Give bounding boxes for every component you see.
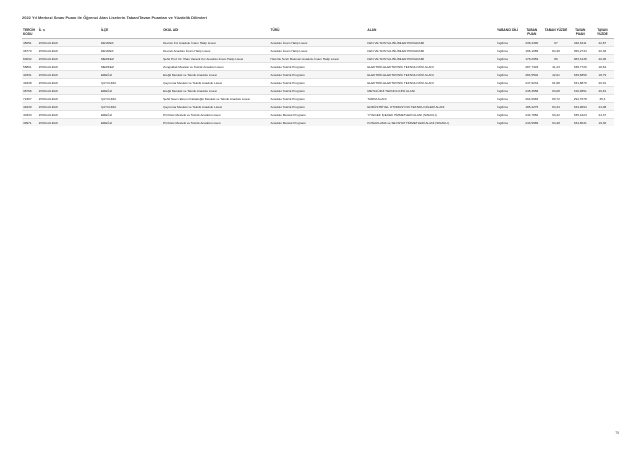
ilce-cell: DEVREK bbox=[100, 47, 162, 55]
ilce-cell: DEVREK bbox=[100, 39, 162, 47]
ilce-cell: ÇAYCUMA bbox=[100, 95, 162, 103]
col-header-label: TAVAN YÜZDE bbox=[596, 28, 608, 36]
taban-puan-cell: 247,9234 bbox=[521, 79, 542, 87]
tercih-kodu-cell: 60032 bbox=[22, 55, 38, 63]
table-row[interactable] bbox=[22, 47, 614, 55]
col-header-label: TERCİH KODU bbox=[23, 28, 35, 36]
taban-puan-cell: 196,1089 bbox=[521, 47, 542, 55]
tavan-yuzde-cell: 20,36 bbox=[591, 47, 614, 55]
alan-cell: YİYECEK İÇECEK HİZMETLERİ ALANI (SINAVLI) bbox=[366, 111, 496, 119]
col-header-label: TÜRÜ bbox=[270, 28, 280, 32]
tavan-yuzde-cell: 22,87 bbox=[591, 39, 614, 47]
col-header-label: İLÇE bbox=[100, 28, 109, 32]
okul-adi-cell: Ereğli Mesleki ve Teknik Anadolu Lisesi bbox=[162, 71, 269, 79]
tavan-puan-cell: 331,8879 bbox=[570, 79, 591, 87]
turu-cell: Anadolu Teknik Programı bbox=[270, 79, 367, 87]
taban-yuzde-cell: 80,72 bbox=[542, 95, 569, 103]
il-cell: ZONGULDAK bbox=[38, 71, 100, 79]
tavan-yuzde-cell: 26,81 bbox=[591, 87, 614, 95]
tercih-kodu-cell: 38796 bbox=[22, 87, 38, 95]
tavan-puan-cell: 338,7726 bbox=[570, 63, 591, 71]
table-row[interactable] bbox=[22, 79, 614, 87]
alan-cell: TARIM ALANI bbox=[366, 95, 496, 103]
taban-puan-cell: 244,7882 bbox=[521, 111, 542, 119]
ilce-cell: EREĞLİ bbox=[100, 71, 162, 79]
taban-yuzde-cell: 63,08 bbox=[542, 87, 569, 95]
col-header-label: TABAN YÜZDE bbox=[544, 28, 568, 32]
ilce-cell: MERKEZ bbox=[100, 63, 162, 71]
alan-cell: FEN VE SOSYAL BİLİMLER PROGRAMI bbox=[366, 47, 496, 55]
il-cell: ZONGULDAK bbox=[38, 63, 100, 71]
okul-adi-cell: Şehit Prof. Dr. İlhan Varank Kız Anadolu İmam Hatip Lisesi bbox=[162, 55, 269, 63]
table-header-row bbox=[22, 27, 614, 39]
col-header-tavan-yuzde[interactable] bbox=[591, 27, 614, 39]
il-cell: ZONGULDAK bbox=[38, 47, 100, 55]
ilce-cell: MERKEZ bbox=[100, 55, 162, 63]
tercih-kodu-cell: 58801 bbox=[22, 63, 38, 71]
page-number: 75 bbox=[615, 431, 619, 435]
okul-adi-cell: Devrek Kız Anadolu İmam Hatip Lisesi bbox=[162, 39, 269, 47]
tavan-yuzde-cell: 35,3 bbox=[591, 95, 614, 103]
tavan-yuzde-cell: 20,91 bbox=[591, 79, 614, 87]
tavan-puan-cell: 350,2734 bbox=[570, 47, 591, 55]
taban-yuzde-cell: 41,23 bbox=[542, 63, 569, 71]
col-header-turu[interactable] bbox=[270, 27, 367, 39]
turu-cell: Anadolu Teknik Programı bbox=[270, 103, 367, 111]
taban-yuzde-cell: 42,61 bbox=[542, 71, 569, 79]
col-header-yabanci-dili[interactable] bbox=[496, 27, 521, 39]
col-header-okul-adi[interactable] bbox=[162, 27, 269, 39]
okul-adi-cell: Çaycuma Mesleki ve Teknik Anadolu Lisesi bbox=[162, 103, 269, 111]
taban-yuzde-cell: 61,88 bbox=[542, 79, 569, 87]
tavan-yuzde-cell: 19,30 bbox=[591, 119, 614, 127]
col-header-taban-puan[interactable] bbox=[521, 27, 542, 39]
ilce-cell: ÇAYCUMA bbox=[100, 103, 162, 111]
tavan-puan-cell: 383,3138 bbox=[570, 55, 591, 63]
turu-cell: Anadolu Meslek Programı bbox=[270, 119, 367, 127]
yabanci-dili-cell: İngilizce bbox=[496, 71, 521, 79]
table-row[interactable] bbox=[22, 63, 614, 71]
col-header-label: TAVAN PUAN bbox=[575, 28, 586, 36]
table-row[interactable] bbox=[22, 87, 614, 95]
taban-yuzde-cell: 84,46 bbox=[542, 47, 569, 55]
alan-cell: ENDÜSTRİYEL OTOMASYON TEKNOLOJİLERİ ALANI bbox=[366, 103, 496, 111]
tercih-kodu-cell: 49438 bbox=[22, 79, 38, 87]
col-header-ilce[interactable] bbox=[100, 27, 162, 39]
table-row[interactable] bbox=[22, 119, 614, 127]
yabanci-dili-cell: İngilizce bbox=[496, 87, 521, 95]
yabanci-dili-cell: İngilizce bbox=[496, 79, 521, 87]
table-row[interactable] bbox=[22, 95, 614, 103]
table-row[interactable] bbox=[22, 71, 614, 79]
tercih-kodu-cell: 72307 bbox=[22, 95, 38, 103]
tavan-puan-cell: 335,4424 bbox=[570, 111, 591, 119]
il-cell: ZONGULDAK bbox=[38, 79, 100, 87]
yabanci-dili-cell: İngilizce bbox=[496, 119, 521, 127]
il-cell: ZONGULDAK bbox=[38, 103, 100, 111]
taban-puan-cell: 178,2959 bbox=[521, 55, 542, 63]
col-header-alan[interactable] bbox=[366, 27, 496, 39]
school-scores-table bbox=[22, 27, 614, 126]
col-header-tercih-kodu[interactable] bbox=[22, 27, 38, 39]
yabanci-dili-cell: İngilizce bbox=[496, 55, 521, 63]
taban-puan-cell: 284,5502 bbox=[521, 71, 542, 79]
turu-cell: Anadolu Teknik Programı bbox=[270, 63, 367, 71]
table-row[interactable] bbox=[22, 103, 614, 111]
alan-cell: ELEKTRİK-ELEKTRONİK TEKNOLOJİSİ ALANI bbox=[366, 71, 496, 79]
tavan-yuzde-cell: 20,06 bbox=[591, 55, 614, 63]
okul-adi-cell: Piri Reis Mesleki ve Teknik Anadolu Lisesi bbox=[162, 111, 269, 119]
col-header-label: TABAN PUAN bbox=[526, 28, 538, 36]
il-cell: ZONGULDAK bbox=[38, 119, 100, 127]
sort-arrows-icon[interactable]: ⇅ bbox=[42, 28, 46, 32]
col-header-taban-yuzde[interactable] bbox=[542, 27, 569, 39]
tercih-kodu-cell: 45051 bbox=[22, 39, 38, 47]
table-row[interactable] bbox=[22, 111, 614, 119]
turu-cell: Hazırlık Sınıfı Bulunan Anadolu İmam Hatip Lisesi bbox=[270, 55, 367, 63]
okul-adi-cell: Şehit Savcı Ekrem Kabakoğlu Mesleki ve Teknik Anadolu Lisesi bbox=[162, 95, 269, 103]
turu-cell: Anadolu Meslek Programı bbox=[270, 111, 367, 119]
tercih-kodu-cell: 49430 bbox=[22, 103, 38, 111]
il-cell: ZONGULDAK bbox=[38, 87, 100, 95]
taban-yuzde-cell: 86 bbox=[542, 55, 569, 63]
taban-puan-cell: 185,4275 bbox=[521, 103, 542, 111]
taban-puan-cell: 238,4390 bbox=[521, 39, 542, 47]
taban-yuzde-cell: 63,42 bbox=[542, 111, 569, 119]
taban-yuzde-cell: 84,34 bbox=[542, 103, 569, 111]
col-header-il[interactable] bbox=[38, 27, 100, 39]
tavan-puan-cell: 340,6411 bbox=[570, 39, 591, 47]
tavan-yuzde-cell: 24,08 bbox=[591, 103, 614, 111]
il-cell: ZONGULDAK bbox=[38, 95, 100, 103]
turu-cell: Anadolu İmam Hatip Lisesi bbox=[270, 47, 367, 55]
taban-puan-cell: 243,5989 bbox=[521, 119, 542, 127]
taban-yuzde-cell: 64,48 bbox=[542, 119, 569, 127]
taban-yuzde-cell: 67 bbox=[542, 39, 569, 47]
tavan-puan-cell: 334,8031 bbox=[570, 119, 591, 127]
tercih-kodu-cell: 49971 bbox=[22, 119, 38, 127]
table-row[interactable] bbox=[22, 39, 614, 47]
turu-cell: Anadolu Teknik Programı bbox=[270, 95, 367, 103]
tavan-puan-cell: 294,7678 bbox=[570, 95, 591, 103]
table-row[interactable] bbox=[22, 55, 614, 63]
page-title: 2022 Yıl Merkezi Sınav Puanı ile Öğrenci Alan Liselerin Taban/Tavan Puanları ve Yüzdelik Dilimleri bbox=[22, 15, 207, 20]
turu-cell: Anadolu Teknik Programı bbox=[270, 87, 367, 95]
col-header-label: YABANCI DİLİ bbox=[496, 28, 519, 32]
il-cell: ZONGULDAK bbox=[38, 111, 100, 119]
alan-cell: KONAKLAMA ve SEYAHAT HİZMETLERİ ALANI (SINAVLI) bbox=[366, 119, 496, 127]
yabanci-dili-cell: İngilizce bbox=[496, 47, 521, 55]
col-header-label: İL bbox=[38, 28, 42, 32]
tercih-kodu-cell: 38770 bbox=[22, 47, 38, 55]
yabanci-dili-cell: İngilizce bbox=[496, 95, 521, 103]
il-cell: ZONGULDAK bbox=[38, 39, 100, 47]
yabanci-dili-cell: İngilizce bbox=[496, 39, 521, 47]
okul-adi-cell: Zonguldak Mesleki ve Teknik Anadolu Lisesi bbox=[162, 63, 269, 71]
okul-adi-cell: Devrek Anadolu İmam Hatip Lisesi bbox=[162, 47, 269, 55]
alan-cell: METALÜRJİ TEKNOLOJİSİ ALANI bbox=[366, 87, 496, 95]
tavan-yuzde-cell: 24,37 bbox=[591, 111, 614, 119]
alan-cell: ELEKTRİK-ELEKTRONİK TEKNOLOJİSİ ALANI bbox=[366, 79, 496, 87]
yabanci-dili-cell: İngilizce bbox=[496, 111, 521, 119]
tavan-puan-cell: 339,6859 bbox=[570, 71, 591, 79]
tavan-puan-cell: 316,9651 bbox=[570, 87, 591, 95]
ilce-cell: EREĞLİ bbox=[100, 87, 162, 95]
col-header-label: ALAN bbox=[367, 28, 377, 32]
ilce-cell: EREĞLİ bbox=[100, 111, 162, 119]
yabanci-dili-cell: İngilizce bbox=[496, 103, 521, 111]
ilce-cell: ÇAYCUMA bbox=[100, 79, 162, 87]
okul-adi-cell: Ereğli Mesleki ve Teknik Anadolu Lisesi bbox=[162, 87, 269, 95]
alan-cell: ELEKTRİK-ELEKTRONİK TEKNOLOJİSİ ALANI bbox=[366, 63, 496, 71]
taban-puan-cell: 245,3658 bbox=[521, 87, 542, 95]
alan-cell: FEN VE SOSYAL BİLİMLER PROGRAMI bbox=[366, 55, 496, 63]
yabanci-dili-cell: İngilizce bbox=[496, 63, 521, 71]
tavan-yuzde-cell: 18,81 bbox=[591, 63, 614, 71]
alan-cell: FEN VE SOSYAL BİLİMLER PROGRAMI bbox=[366, 39, 496, 47]
tavan-puan-cell: 334,9694 bbox=[570, 103, 591, 111]
taban-puan-cell: 204,6683 bbox=[521, 95, 542, 103]
col-header-tavan-puan[interactable] bbox=[570, 27, 591, 39]
turu-cell: Anadolu İmam Hatip Lisesi bbox=[270, 39, 367, 47]
table-body bbox=[22, 39, 614, 127]
taban-puan-cell: 287,7403 bbox=[521, 63, 542, 71]
turu-cell: Anadolu Teknik Programı bbox=[270, 71, 367, 79]
okul-adi-cell: Çaycuma Mesleki ve Teknik Anadolu Lisesi bbox=[162, 79, 269, 87]
tavan-yuzde-cell: 18,79 bbox=[591, 71, 614, 79]
il-cell: ZONGULDAK bbox=[38, 55, 100, 63]
col-header-label: OKUL ADI bbox=[163, 28, 179, 32]
okul-adi-cell: Piri Reis Mesleki ve Teknik Anadolu Lisesi bbox=[162, 119, 269, 127]
ilce-cell: EREĞLİ bbox=[100, 119, 162, 127]
tercih-kodu-cell: 40331 bbox=[22, 71, 38, 79]
tercih-kodu-cell: 40333 bbox=[22, 111, 38, 119]
